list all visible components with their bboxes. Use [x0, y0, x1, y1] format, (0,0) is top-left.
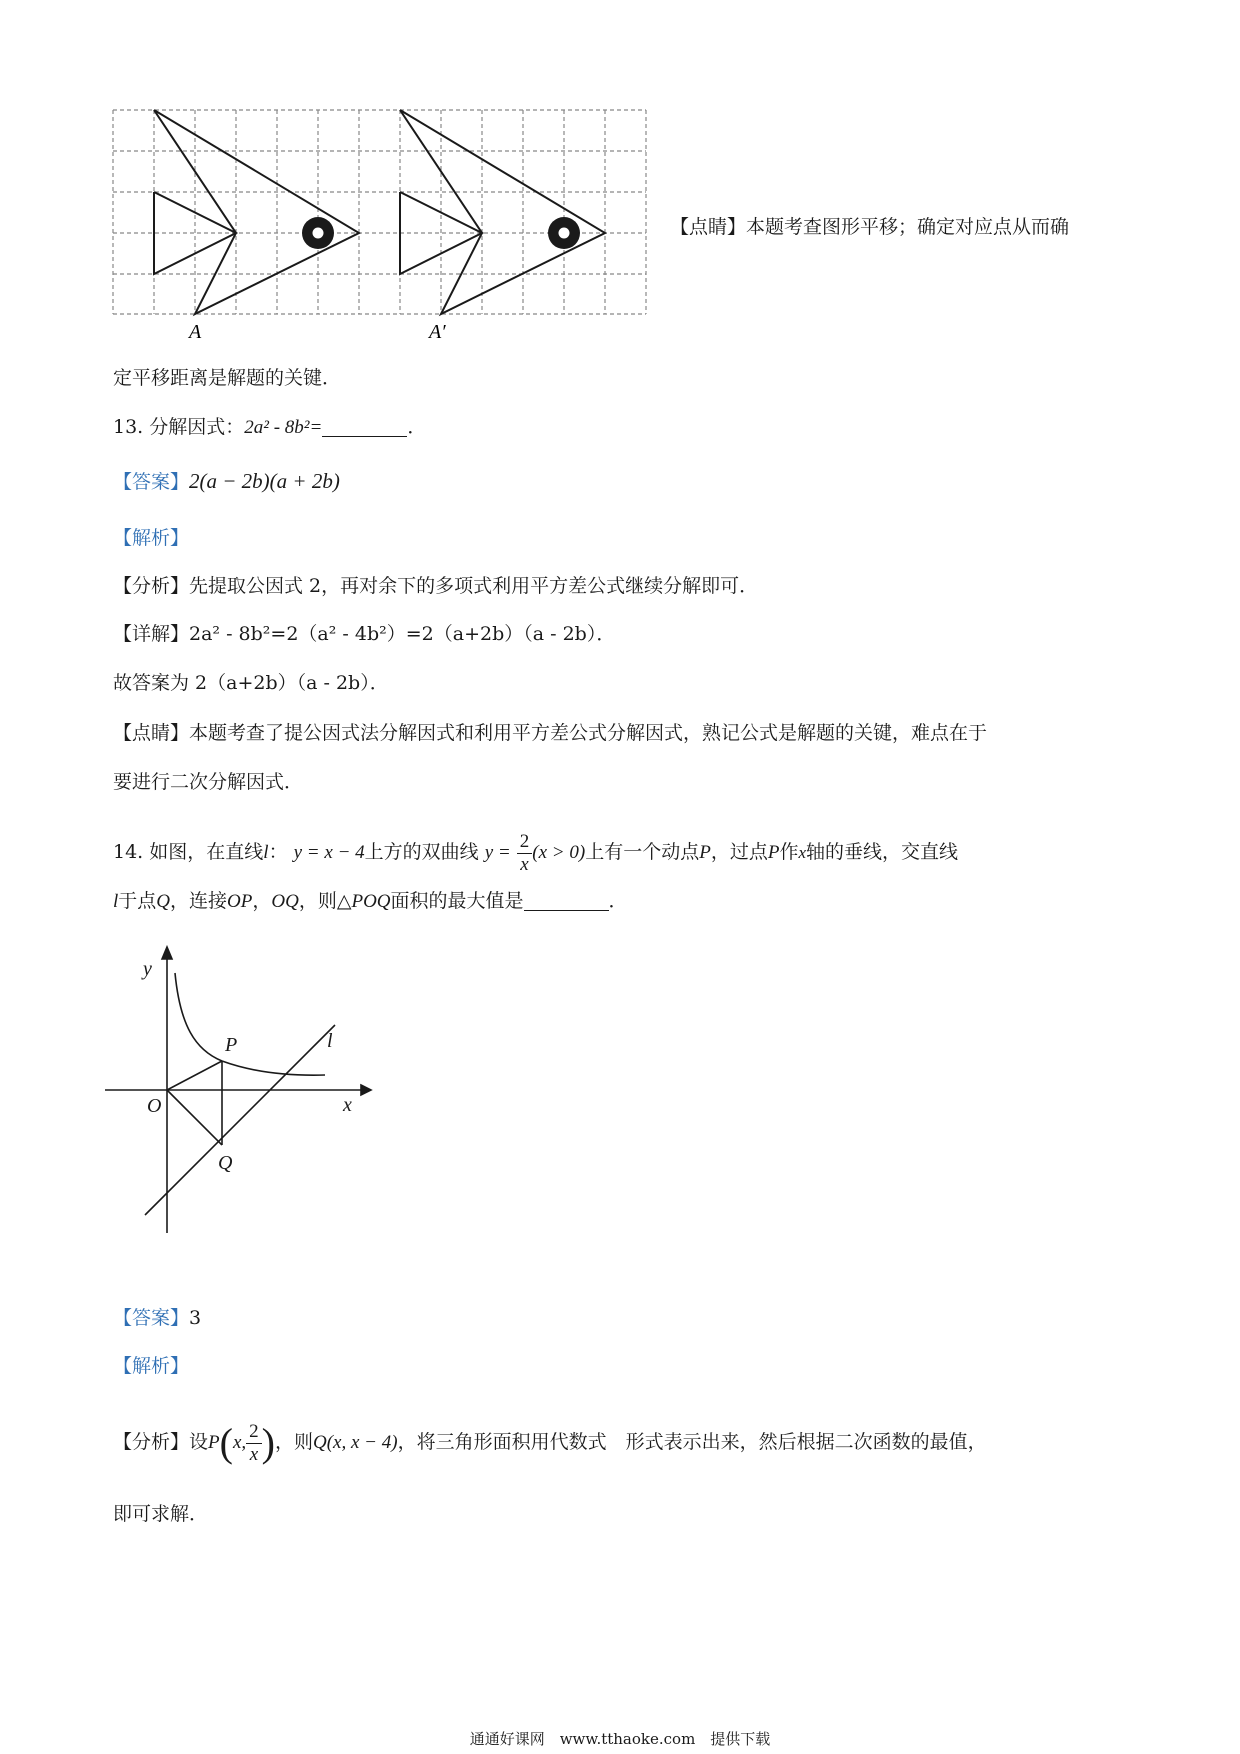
q14-period: ．: [608, 890, 628, 912]
q14-question-line2: [113, 887, 628, 916]
q14-fenxi-point-p: P: [208, 1432, 220, 1453]
q14-text: 于点: [118, 890, 157, 912]
q13-xiangjie-text: 2a² - 8b²=2（a² - 4b²）=2（a+2b）（a - 2b）．: [189, 623, 616, 645]
q14-text: 上方的双曲线: [364, 841, 479, 863]
q13-fenxi: [113, 572, 758, 600]
q14-answer: 3: [189, 1307, 202, 1329]
graph-label-x: x: [343, 1094, 352, 1116]
q12-dianjing-line1: [670, 213, 1069, 241]
q13-prompt: 分解因式：: [149, 416, 245, 438]
q13-question: [113, 413, 426, 442]
line-l: [145, 1025, 335, 1215]
q14-line-equation: y = x − 4: [293, 842, 365, 863]
q13-answer-blank: [322, 416, 407, 437]
q14-graph: [105, 945, 375, 1235]
q14-fenxi-tag: 【分析】: [113, 1431, 190, 1453]
hyperbola-curve: [175, 973, 325, 1075]
q13-fenxi-text: 先提取公因式 2，再对余下的多项式利用平方差公式继续分解即可．: [189, 575, 759, 597]
fraction-numerator: 2: [246, 1421, 262, 1444]
q13-dianjing-text: 本题考查了提公因式法分解因式和利用平方差公式分解因式，熟记公式是解题的关键，难点在于: [189, 722, 988, 744]
q12-dianjing-tag: 【点睛】: [670, 216, 747, 238]
graph-label-l: l: [327, 1030, 333, 1052]
q14-text: 如图，在直线: [149, 841, 264, 863]
q14-text: ，则: [298, 890, 337, 912]
q14-text: ，将三角形面积用代数式 形式表示出来，然后根据二次函数的最值，: [397, 1431, 987, 1453]
segment-oq: [167, 1090, 222, 1145]
q14-answer-blank: [524, 890, 609, 911]
q14-point-p: P: [699, 842, 711, 863]
q14-triangle: △POQ: [336, 891, 391, 912]
q14-fenxi-p-x: x,: [232, 1432, 247, 1453]
q14-point-p: P: [767, 842, 780, 863]
q13-answer: 2(a − 2b)(a + 2b): [189, 469, 340, 493]
q13-answer-tag: 【答案】: [113, 471, 190, 493]
q13-number: 13.: [113, 416, 144, 438]
q12-dianjing-text: 本题考查图形平移；确定对应点从而确: [746, 216, 1070, 238]
q13-conclusion: 故答案为 2（a+2b）（a - 2b）．: [113, 672, 389, 694]
graph-label-y: y: [143, 958, 152, 980]
x-axis-arrow: [361, 1085, 371, 1095]
q13-dianjing-line2: 要进行二次分解因式．: [113, 771, 304, 793]
q14-text: 作: [779, 841, 799, 863]
q13-analysis-tag: 【解析】: [113, 527, 190, 549]
q14-question-line1: [113, 822, 958, 883]
q14-fenxi-point-q: Q: [313, 1432, 327, 1453]
page-footer: 通通好课网 www.tthaoke.com 提供下载: [469, 1730, 771, 1748]
label-a-prime: A′: [429, 321, 446, 343]
q14-text: 上有一个动点: [585, 841, 700, 863]
q13-dianjing-line1: [113, 719, 987, 747]
q14-text: ，连接: [170, 890, 228, 912]
q14-text: 面积的最大值是: [390, 890, 524, 912]
graph-label-p: P: [225, 1034, 238, 1056]
label-a: A: [189, 321, 202, 343]
q13-expr: 2a² - 8b²=: [244, 417, 323, 438]
fraction-numerator: 2: [517, 831, 533, 854]
q14-text: ：: [268, 841, 288, 863]
q14-point-q: Q: [156, 891, 171, 912]
graph-label-o: O: [147, 1095, 162, 1117]
q14-number: 14.: [113, 841, 144, 863]
q14-curve-condition: (x > 0): [532, 842, 586, 863]
q14-line-name: l: [263, 842, 269, 863]
translation-figure: [105, 100, 665, 350]
q14-fenxi-line2: 即可求解．: [113, 1503, 209, 1525]
q14-fenxi-fraction: [246, 1421, 262, 1466]
q14-fenxi-line1: 【分析】设P(x, $\frac{2}{x}$ )，则Q(x, x − 4)，将三角形面积用代数式 形式表示出来，然后根据二次函数的最值，: [113, 1420, 987, 1465]
q14-answer-tag: 【答案】: [113, 1307, 190, 1329]
fish-eye-translated: [548, 217, 580, 249]
q14-segment-op: OP: [227, 891, 253, 912]
q14-segment-oq: OQ: [271, 891, 299, 912]
q14-analysis-tag: 【解析】: [113, 1355, 190, 1377]
q13-xiangjie-tag: 【详解】: [113, 623, 190, 645]
segment-op: [167, 1061, 222, 1090]
q14-axis-x: x: [798, 843, 806, 862]
q14-text: ，过点: [710, 841, 768, 863]
fraction-denominator: x: [520, 853, 529, 875]
q13-dianjing-tag: 【点睛】: [113, 722, 190, 744]
q14-line-name: l: [113, 891, 119, 912]
q14-text: 轴的垂线，交直线: [806, 841, 959, 863]
fraction-denominator: x: [249, 1443, 259, 1465]
fish-eye-original: [302, 217, 334, 249]
q14-fenxi-q-coord: (x, x − 4): [326, 1432, 398, 1453]
q14-text: ，则: [274, 1431, 313, 1453]
q13-fenxi-tag: 【分析】: [113, 575, 190, 597]
y-axis-arrow: [162, 947, 172, 959]
q14-curve-lhs: y =: [484, 842, 511, 863]
q13-period: ．: [407, 416, 427, 438]
q13-answer-line: [113, 467, 340, 496]
q12-dianjing-line2: 定平移距离是解题的关键．: [113, 367, 342, 389]
q13-xiangjie: [113, 620, 615, 648]
q14-curve-fraction: [517, 831, 533, 876]
fish-translated: [400, 110, 605, 314]
q14-answer-line: [113, 1304, 201, 1332]
q14-text: ，: [252, 890, 272, 912]
fish-original: [154, 110, 359, 314]
graph-label-q: Q: [218, 1152, 233, 1174]
q14-text: 设: [189, 1431, 209, 1453]
